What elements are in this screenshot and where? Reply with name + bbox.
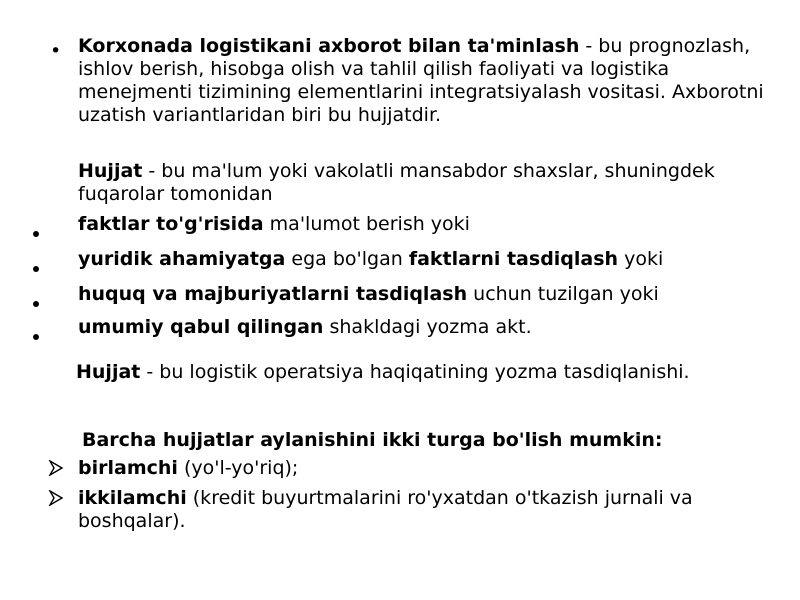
list-item-text: (kredit buyurtmalarini ro'yxatdan o'tkazish jurnali va boshqalar). bbox=[78, 487, 693, 532]
list-item-text: shakldagi yozma akt. bbox=[323, 316, 532, 338]
list-item-text: ega bo'lgan bbox=[285, 248, 409, 270]
hujjat-term-1: Hujjat bbox=[78, 160, 143, 182]
intro-term: Korxonada logistikani axborot bilan ta'minlash bbox=[78, 35, 580, 57]
list-item-bold: birlamchi bbox=[78, 457, 178, 479]
bullet-dot bbox=[33, 290, 39, 313]
arrow-bullet-icon bbox=[48, 490, 64, 506]
list-item-text: ma'lumot berish yoki bbox=[263, 213, 470, 235]
bullet-dot bbox=[33, 255, 39, 278]
arrow-bullet-icon bbox=[48, 460, 64, 476]
list-item-text: (yo'l-yo'riq); bbox=[177, 457, 299, 479]
bullet-dot bbox=[33, 323, 39, 346]
hujjat-text-2: - bu logistik operatsiya haqiqatining yozma tasdiqlanishi. bbox=[140, 361, 690, 383]
types-heading: Barcha hujjatlar aylanishini ikki turga bo'lish mumkin: bbox=[82, 429, 663, 451]
hujjat-definition-1 bbox=[78, 160, 758, 206]
intro-paragraph bbox=[78, 35, 768, 127]
list-item-bold: faktlarni tasdiqlash bbox=[408, 248, 619, 270]
list-item-bold: yuridik ahamiyatga bbox=[78, 248, 286, 270]
list-item-text: yoki bbox=[618, 248, 664, 270]
intro-definition: - bu prognozlash, ishlov berish, hisobga olish va tahlil qilish faoliyati va logistika menejmenti tizimining elementlarini integratsiyalash vositasi. Axborotni uzatish variantlaridan biri bu hujjatdir. bbox=[78, 35, 764, 126]
list-item-bold: huquq va majburiyatlarni tasdiqlash bbox=[78, 283, 468, 305]
list-item-bold: ikkilamchi bbox=[78, 487, 187, 509]
bullet-dot bbox=[33, 220, 39, 243]
list-item-text: uchun tuzilgan yoki bbox=[467, 283, 659, 305]
list-item-bold: faktlar to'g'risida bbox=[78, 213, 264, 235]
list-item-bold: umumiy qabul qilingan bbox=[78, 316, 324, 338]
hujjat-definition-2 bbox=[76, 361, 766, 384]
hujjat-term-2: Hujjat bbox=[76, 361, 141, 383]
hujjat-text-1: - bu ma'lum yoki vakolatli mansabdor shaxslar, shuningdek fuqarolar tomonidan bbox=[78, 160, 715, 205]
bullet-dot: • bbox=[50, 40, 62, 62]
